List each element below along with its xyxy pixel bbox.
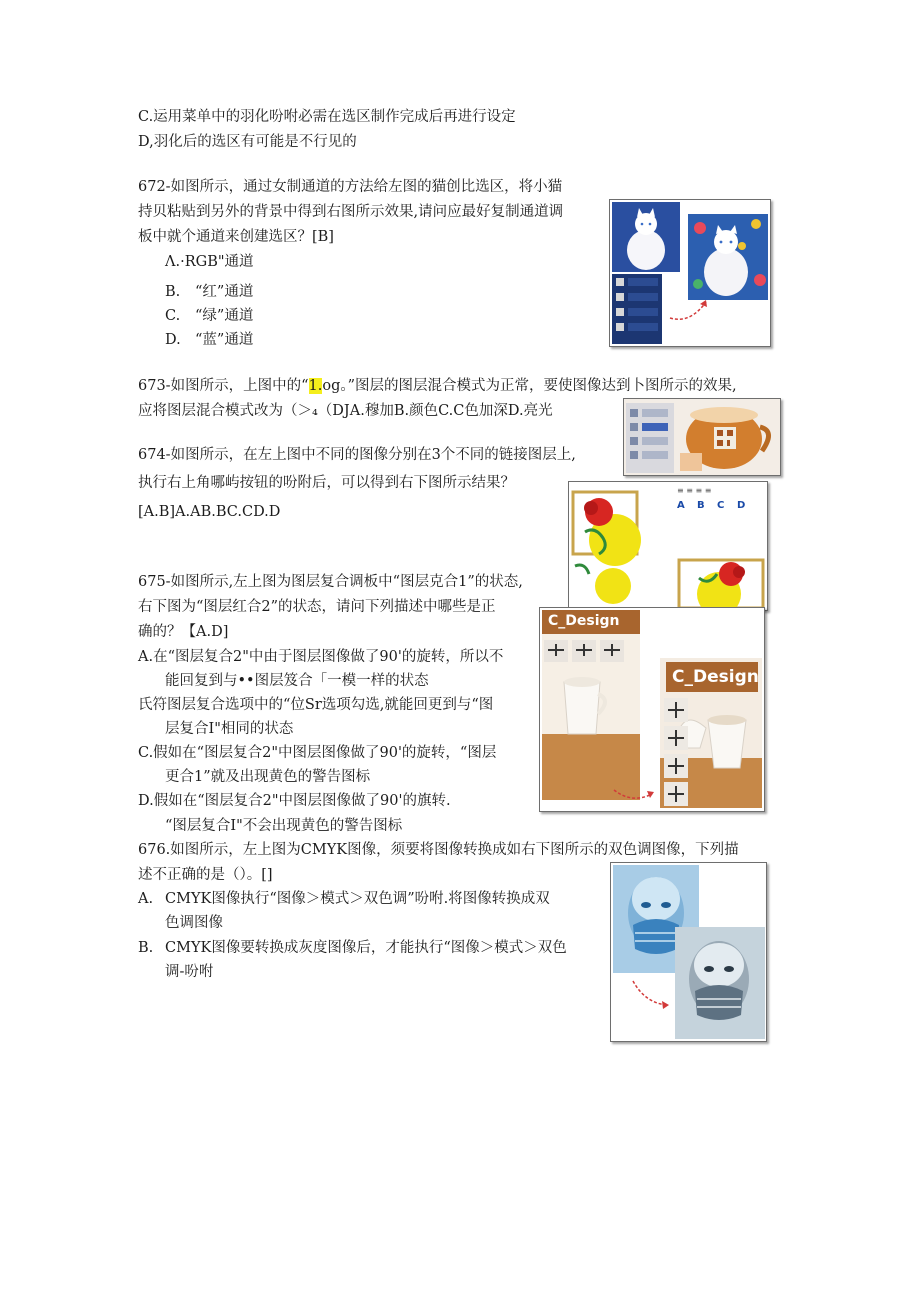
figure-672-cat-channels (609, 199, 771, 347)
q676-line1: 676.如图所示，左上图为CMYK图像，须要将图像转换成如右下图所示的双色调图像，下列描 (138, 842, 739, 858)
q672-line2: 持贝粘贴到另外的背景中得到右图所示效果,请问应最好复制通道调 (138, 204, 564, 220)
q676-option-b-label: B. (138, 940, 154, 956)
q676-option-a-2: 色调图像 (165, 915, 223, 931)
q673-line2: 应将图层混合模式改为（＞₄（DJA.穆加B.颜色C.C色加深D.亮光 (138, 403, 553, 419)
q676-option-a-1: CMYK图像执行“图像＞模式＞双色调”吩咐.将图像转换成双 (165, 891, 550, 907)
q675-option-c-1: C.假如在“图层复合2"中图层图像做了90'的旋转，“图层 (138, 745, 497, 761)
q675-line3: 确的？【A.D] (138, 624, 229, 640)
figure-673-logo-mug (623, 398, 781, 476)
q676-option-b-2: 调-吩咐 (165, 964, 214, 980)
q674-line1: 674-如图所示，在左上图中不同的图像分别在3个不同的链接图层上, (138, 447, 576, 463)
q673-line1 (138, 376, 737, 396)
q672-line3: 板中就个通道来创建选区？[B] (138, 229, 334, 245)
q675-option-c-2: 更合1”就及出现黄色的警告图标 (165, 769, 371, 785)
q673-highlight: 1. (308, 378, 323, 394)
q672-option-b: “红”通道 (195, 284, 254, 300)
q672-option-a: Λ.·RGB"通道 (165, 254, 254, 270)
option-d-feather: D,羽化后的选区有可能是不行见的 (138, 134, 357, 150)
q672-line1: 672-如图所示，通过女制通道的方法给左图的猫创比选区，将小猫 (138, 179, 563, 195)
q675-option-d-1: D.假如在“图层复合2"中图层图像做了90'的旗转. (138, 793, 451, 809)
figure-675-illustration (540, 608, 764, 811)
q675-option-b-1: 氏符图层复合选项中的“位Sr选项勾选,就能回更到与“图 (138, 697, 494, 713)
q676-line2: 述不正确的是（）。[] (138, 867, 273, 883)
q673-line1-post: og。”图层的图层混合模式为正常，要使图像达到卜图所示的效果, (322, 378, 737, 394)
q676-option-b-1: CMYK图像要转换成灰度图像后，才能执行“图像＞模式＞双色 (165, 940, 567, 956)
q672-option-d-label: D. (165, 332, 181, 348)
q674-line2: 执行右上角哪屿按钮的吩附后，可以得到右下图所示结果？ (138, 475, 515, 491)
q675-option-a-1: A.在“图层复合2"中由于图层图像做了90'的旋转，所以不 (138, 649, 504, 665)
c-design-logo-small: C_Design (548, 613, 620, 629)
c-design-logo-large: C_Design (672, 667, 759, 687)
q675-line2: 右下图为“图层红合2”的状态，请问下列描述中哪些是正 (138, 599, 496, 615)
q675-option-b-2: 层复合I"相同的状态 (165, 721, 294, 737)
q674-line3: [A.B]A.AB.BC.CD.D (138, 504, 281, 520)
option-c-feather: C.运用菜单中的羽化吩咐必需在选区制作完成后再进行设定 (138, 109, 516, 125)
q675-line1: 675-如图所示,左上图为图层复合调板中“图层克合1”的状态, (138, 574, 523, 590)
q672-option-b-label: B. (165, 284, 181, 300)
q672-option-c-label: C. (165, 308, 181, 324)
align-button-b: B (697, 500, 705, 511)
figure-673-illustration (624, 399, 780, 475)
q675-option-a-2: 能回复到与••图层笈合「一模一样的状态 (165, 673, 429, 689)
figure-676-duotone (610, 862, 767, 1042)
q672-option-d: “蓝”通道 (195, 332, 254, 348)
align-button-a: A (677, 500, 685, 511)
figure-674-linked-layers (568, 481, 768, 611)
q672-option-c: “绿”通道 (195, 308, 254, 324)
align-button-d: D (737, 500, 746, 511)
figure-672-illustration (610, 200, 770, 346)
align-icons-row: ≡ ≡ ≡ ≡ (677, 486, 712, 495)
figure-676-illustration (611, 863, 766, 1041)
q676-option-a-label: A. (138, 891, 154, 907)
q673-line1-pre: 673-如图所示，上图中的“ (138, 378, 309, 394)
figure-675-layer-comps (539, 607, 765, 812)
align-button-c: C (717, 500, 725, 511)
q675-option-d-2: “图层复合I"不会出现黄色的警告图标 (165, 818, 403, 834)
